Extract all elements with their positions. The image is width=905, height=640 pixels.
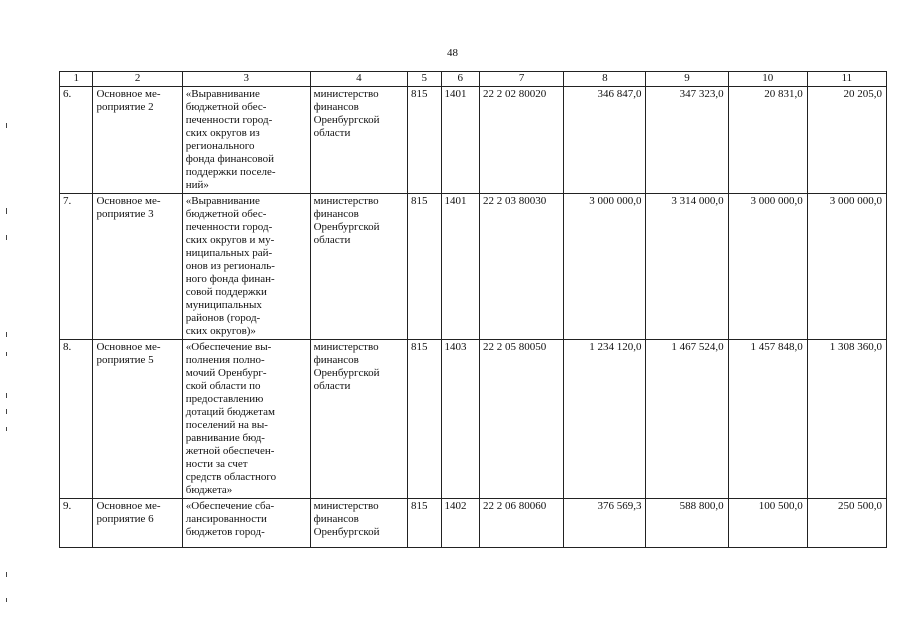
- table-cell: министерство финансов Оренбургской области: [310, 87, 407, 194]
- table-cell: 588 800,0: [646, 499, 728, 548]
- col-header: 9: [646, 72, 728, 87]
- table-row: [60, 340, 887, 499]
- col-header: 6: [441, 72, 480, 87]
- col-header: 1: [60, 72, 93, 87]
- table-cell: 22 2 03 80030: [480, 194, 564, 340]
- table-cell: министерство финансов Оренбургской области: [310, 340, 407, 499]
- table-cell: 1 467 524,0: [646, 340, 728, 499]
- table-cell: Основное ме- роприятие 2: [93, 87, 182, 194]
- table-cell: 20 205,0: [807, 87, 886, 194]
- table-cell: 3 000 000,0: [564, 194, 646, 340]
- table-cell: 815: [408, 87, 441, 194]
- table-cell: 9.: [60, 499, 93, 548]
- col-header: 5: [408, 72, 441, 87]
- table-cell: 8.: [60, 340, 93, 499]
- table-cell: 815: [408, 499, 441, 548]
- table-cell: 1402: [441, 499, 480, 548]
- table-cell: 22 2 06 80060: [480, 499, 564, 548]
- table-cell: 3 000 000,0: [807, 194, 886, 340]
- header-row: [60, 72, 887, 87]
- col-header: 7: [480, 72, 564, 87]
- table-cell: 6.: [60, 87, 93, 194]
- table-cell: 1401: [441, 194, 480, 340]
- table-cell: министерство финансов Оренбургской: [310, 499, 407, 548]
- table-cell: 346 847,0: [564, 87, 646, 194]
- col-header: 2: [93, 72, 182, 87]
- table-cell: «Обеспечение вы- полнения полно- мочий Оренбург- ской области по предоставлению дотаций бюджетам поселений на вы- равнивание бюд- жетной обеспечен- ности за счет средств областного бюджета»: [182, 340, 310, 499]
- table-cell: 815: [408, 340, 441, 499]
- table-row: [60, 499, 887, 548]
- table-cell: 3 314 000,0: [646, 194, 728, 340]
- table-cell: 3 000 000,0: [728, 194, 807, 340]
- table-cell: 22 2 05 80050: [480, 340, 564, 499]
- table-cell: «Обеспечение сба- лансированности бюджетов город-: [182, 499, 310, 548]
- table-cell: Основное ме- роприятие 6: [93, 499, 182, 548]
- table-cell: 1403: [441, 340, 480, 499]
- table-cell: 1 234 120,0: [564, 340, 646, 499]
- table-cell: 815: [408, 194, 441, 340]
- col-header: 4: [310, 72, 407, 87]
- table-cell: министерство финансов Оренбургской области: [310, 194, 407, 340]
- table-cell: 1 457 848,0: [728, 340, 807, 499]
- col-header: 10: [728, 72, 807, 87]
- col-header: 8: [564, 72, 646, 87]
- page-number: 48: [447, 47, 458, 59]
- col-header: 3: [182, 72, 310, 87]
- col-header: 11: [807, 72, 886, 87]
- table-cell: 7.: [60, 194, 93, 340]
- table-cell: 1401: [441, 87, 480, 194]
- table-cell: 347 323,0: [646, 87, 728, 194]
- table-cell: 100 500,0: [728, 499, 807, 548]
- table-cell: 1 308 360,0: [807, 340, 886, 499]
- table-cell: 376 569,3: [564, 499, 646, 548]
- table-cell: 250 500,0: [807, 499, 886, 548]
- table-cell: 20 831,0: [728, 87, 807, 194]
- table-row: [60, 194, 887, 340]
- table-cell: Основное ме- роприятие 5: [93, 340, 182, 499]
- budget-table: [59, 71, 887, 548]
- table-cell: «Выравнивание бюджетной обес- печенности город- ских округов из регионального фонда финансовой поддержки поселе- ний»: [182, 87, 310, 194]
- table-cell: Основное ме- роприятие 3: [93, 194, 182, 340]
- table-cell: «Выравнивание бюджетной обес- печенности город- ских округов и му- ниципальных рай- онов из региональ- ного фонда финан- совой поддержки муниципальных районов (город- ских округов)»: [182, 194, 310, 340]
- table-row: [60, 87, 887, 194]
- table-cell: 22 2 02 80020: [480, 87, 564, 194]
